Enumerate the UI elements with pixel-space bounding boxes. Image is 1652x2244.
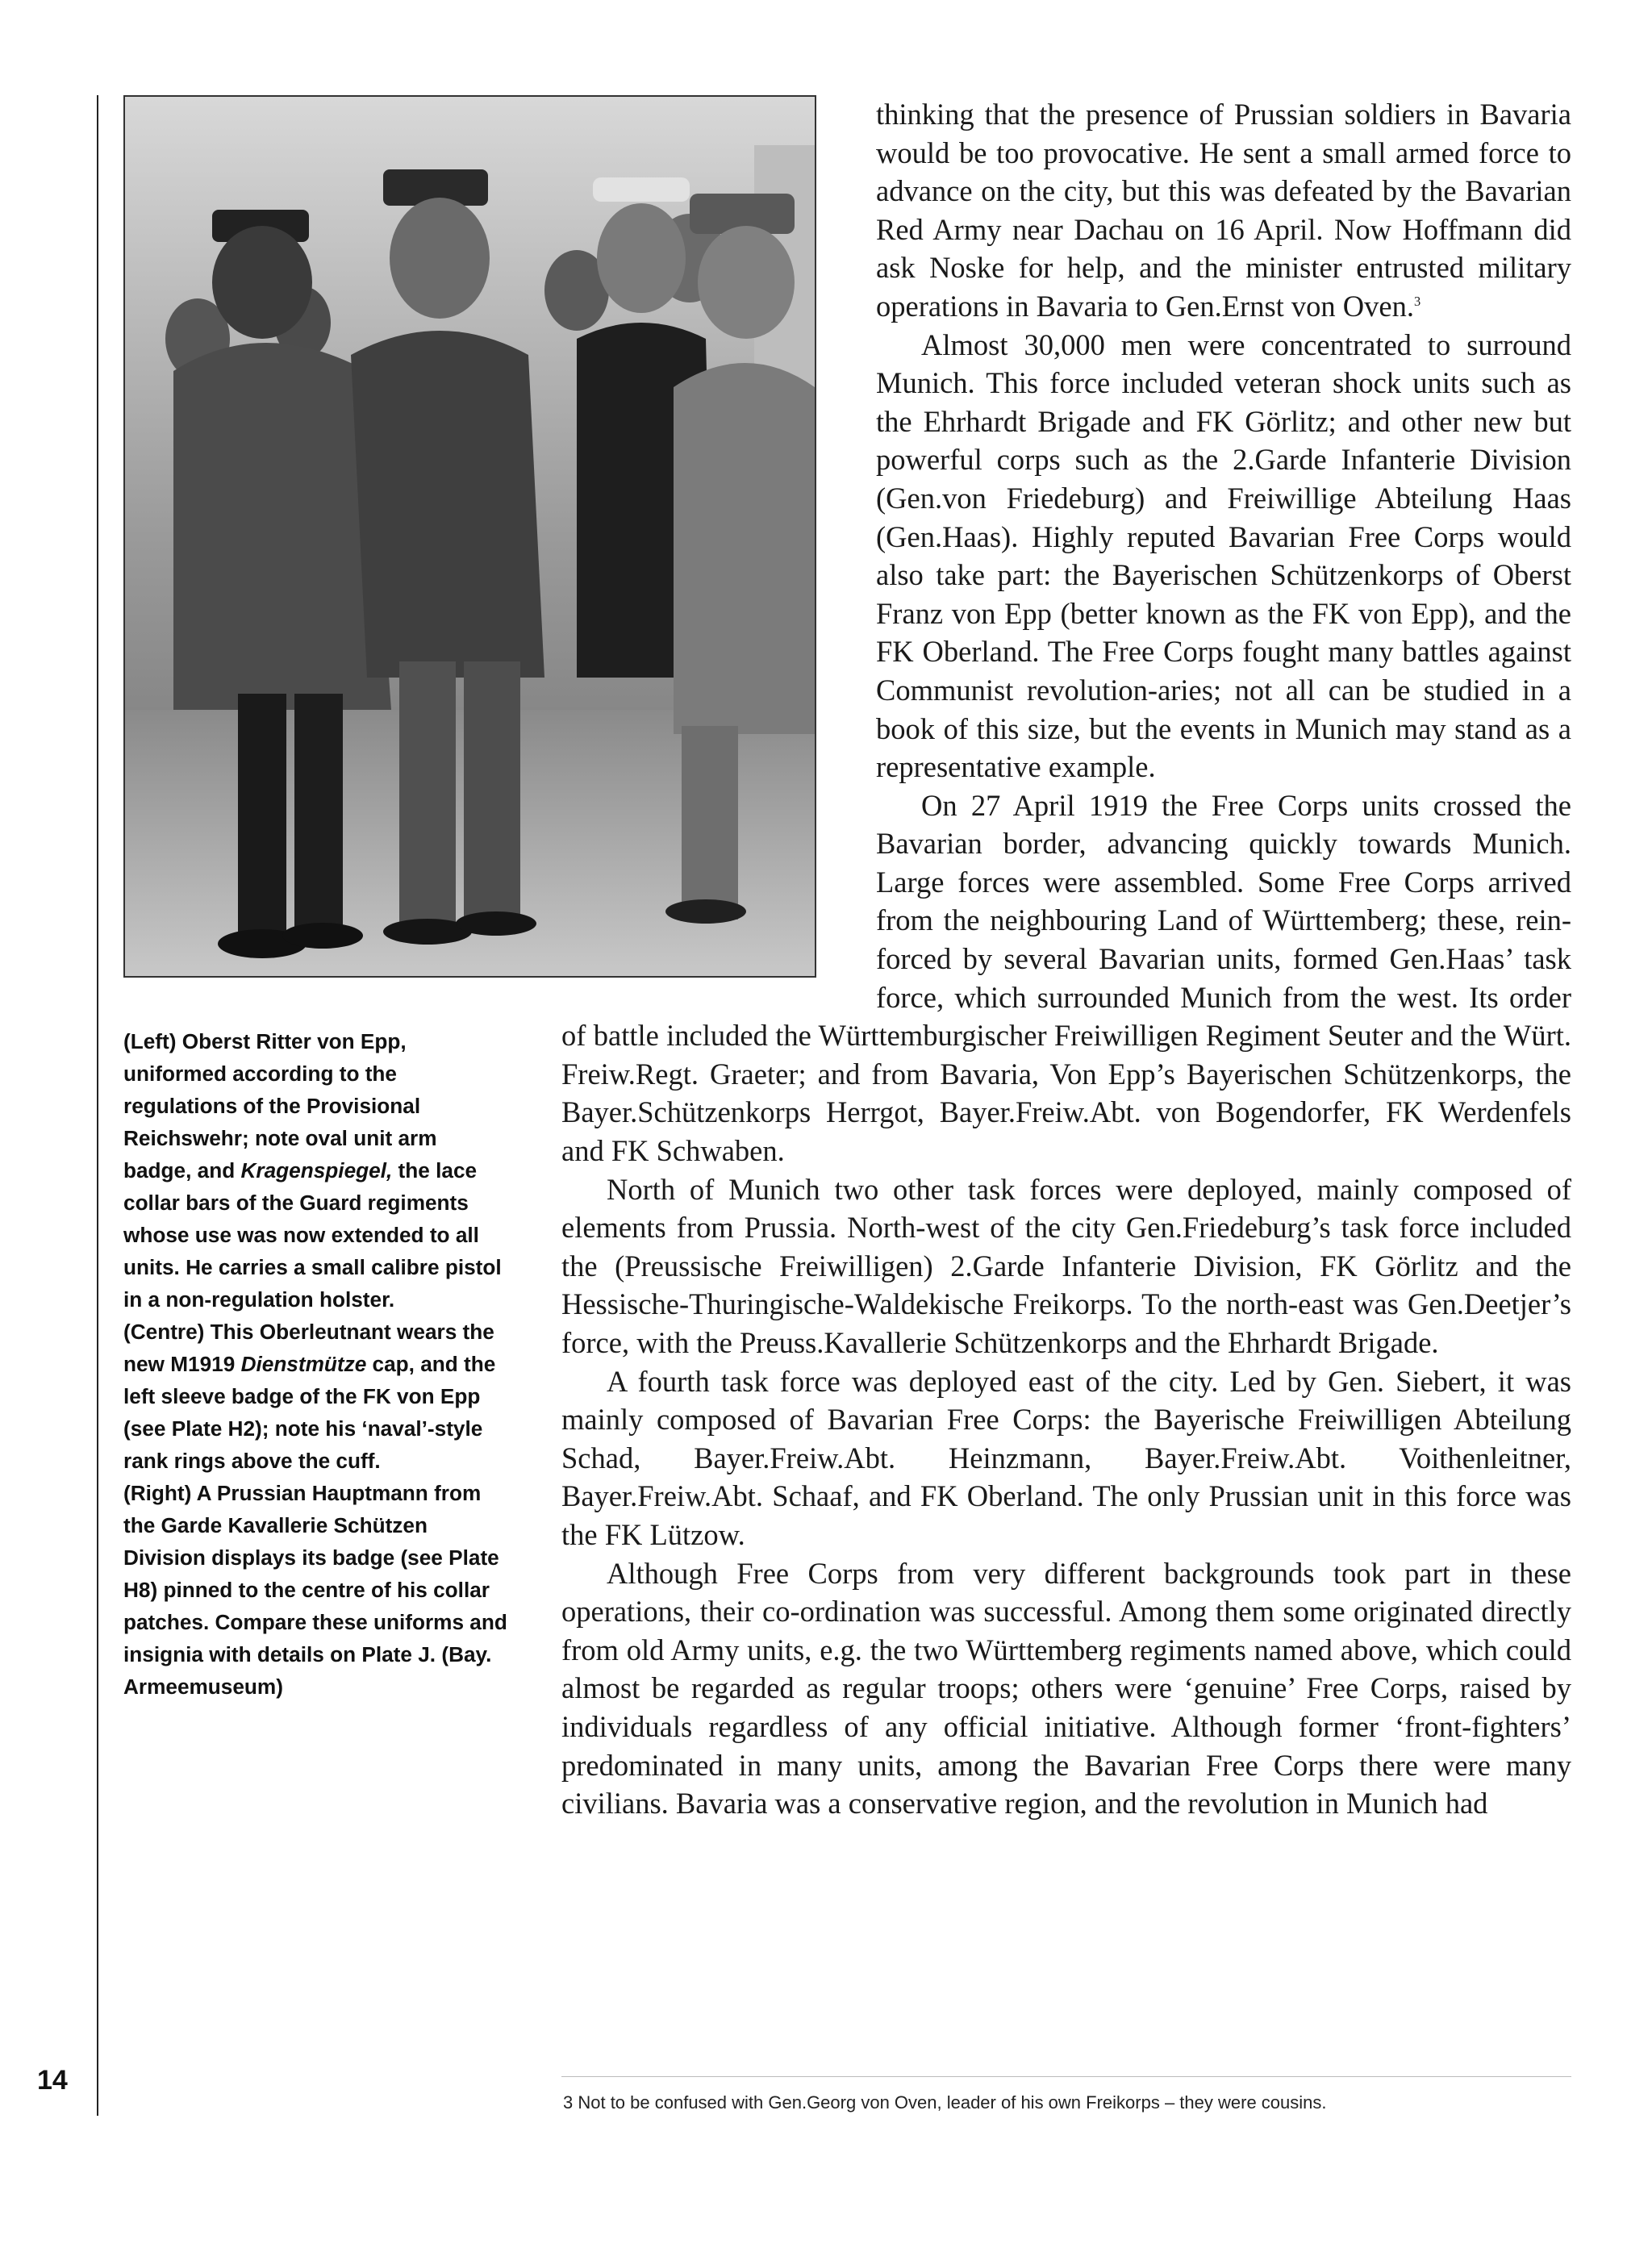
footnote: 3 Not to be confused with Gen.Georg von Oven, leader of his own Freikorps – they were cousins.: [563, 2092, 1327, 2113]
body-paragraph-3: On 27 April 1919 the Free Corps units crossed the Bavarian border, advancing quickly towards Munich. Large forces were assembled. Some Free Corps arrived from the neighbouring Land of Württemberg; these, reinforced by several Bavarian units, formed Gen.Haas’ task force, which surrounded Munich from the west. Its order of battle included the Württemburgischer Freiwilligen Regiment Seuter and the Würt. Freiw.Regt. Graeter; and from Bavaria, Von Epp’s Bayerischen Schützenkorps, the Bayer.Schützenkorps Herrgot, Bayer.Freiw.Abt. von Bogendorfer, FK Werdenfels and FK Schwaben.: [561, 788, 1571, 1168]
margin-rule: [97, 95, 98, 2116]
body-paragraph-6: Although Free Corps from very different backgrounds took part in these operations, their co-ordination was successful. Among them some originated directly from old Army units, e.g. the two Württemberg regiments named above, which could almost be regarded as regular troops; others were ‘genuine’ Free Corps, raised by individuals regardless of any official initiative. Although former ‘front-fighters’ predominated in many units, among the Bavarian Free Corps there were many civilians. Bavaria was a conservative region, and the revolution in Munich had: [561, 1556, 1571, 1821]
photo-float-spacer: [561, 95, 876, 1016]
body-paragraph-4: North of Munich two other task forces were deployed, mainly composed of elements from Prussia. North-west of the city Gen.Friedeburg’s task force included the (Preussische Freiwilligen) 2.Garde Infanterie Division, FK Görlitz and the Hessische-Thuringische-Waldekische Freikorps. To the north-east was Gen.Deetjer’s force, with the Preuss.Kavallerie Schützenkorps and the Ehrhardt Brigade.: [561, 1172, 1571, 1359]
body-paragraph-5: A fourth task force was deployed east of the city. Led by Gen. Siebert, it was mainly composed of Bavarian Free Corps: the Bayerische Freiwilligen Abteilung Schad, Bayer.Freiw.Abt. Heinzmann, Bayer.Freiw.Abt. Voithenleitner, Bayer.Freiw.Abt. Schaaf, and FK Oberland. The only Prussian unit in this force was the FK Lützow.: [561, 1364, 1571, 1551]
caption-centre: (Centre) This Oberleutnant wears the new M1919 Dienstmütze cap, and the left sleeve badge of the FK von Epp (see Plate H2); note his ‘naval’-style rank rings above the cuff.: [123, 1320, 496, 1473]
footnote-rule: [561, 2076, 1571, 2077]
caption-right: (Right) A Prussian Hauptmann from the Garde Kavallerie Schützen Division displays its badge (see Plate H8) pinned to the centre of his collar patches. Compare these uniforms and insignia with details on Plate J. (Bay. Armeemuseum): [123, 1481, 507, 1699]
footnote-marker: 3: [1413, 293, 1421, 309]
photo-caption: [123, 1025, 511, 1703]
body-paragraph-2: Almost 30,000 men were concentrated to surround Munich. This force included veteran shock units such as the Ehrhardt Brigade and FK Görlitz; and other new but powerful corps such as the 2.Garde Infanterie Division (Gen.von Friedeburg) and Freiwillige Abteilung Haas (Gen.Haas). Highly reputed Bavarian Free Corps would also take part: the Bayerischen Schützenkorps of Oberst Franz von Epp (better known as the FK von Epp), and the FK Oberland. The Free Corps fought many battles against Communist revolution-aries; not all can be studied in a book of this size, but the events in Munich may stand as a representative example.: [876, 327, 1571, 784]
body-text: [561, 95, 1571, 2015]
body-paragraph-1: thinking that the presence of Prussian soldiers in Bavaria would be too provocative. He sent a small armed force to advance on the city, but this was defeated by the Bavarian Red Army near Dachau on 16 April. Now Hoffmann did ask Noske for help, and the minister entrusted military operations in Bavaria to Gen.Ernst von Oven.$^3$: [876, 98, 1571, 323]
caption-left: (Left) Oberst Ritter von Epp, uniformed according to the regulations of the Provisional Reichswehr; note oval unit arm badge, and Kragenspiegel, the lace collar bars of the Guard regiments whose use was now extended to all units. He carries a small calibre pistol in a non-regulation holster.: [123, 1029, 502, 1312]
page-number: 14: [37, 2065, 68, 2096]
